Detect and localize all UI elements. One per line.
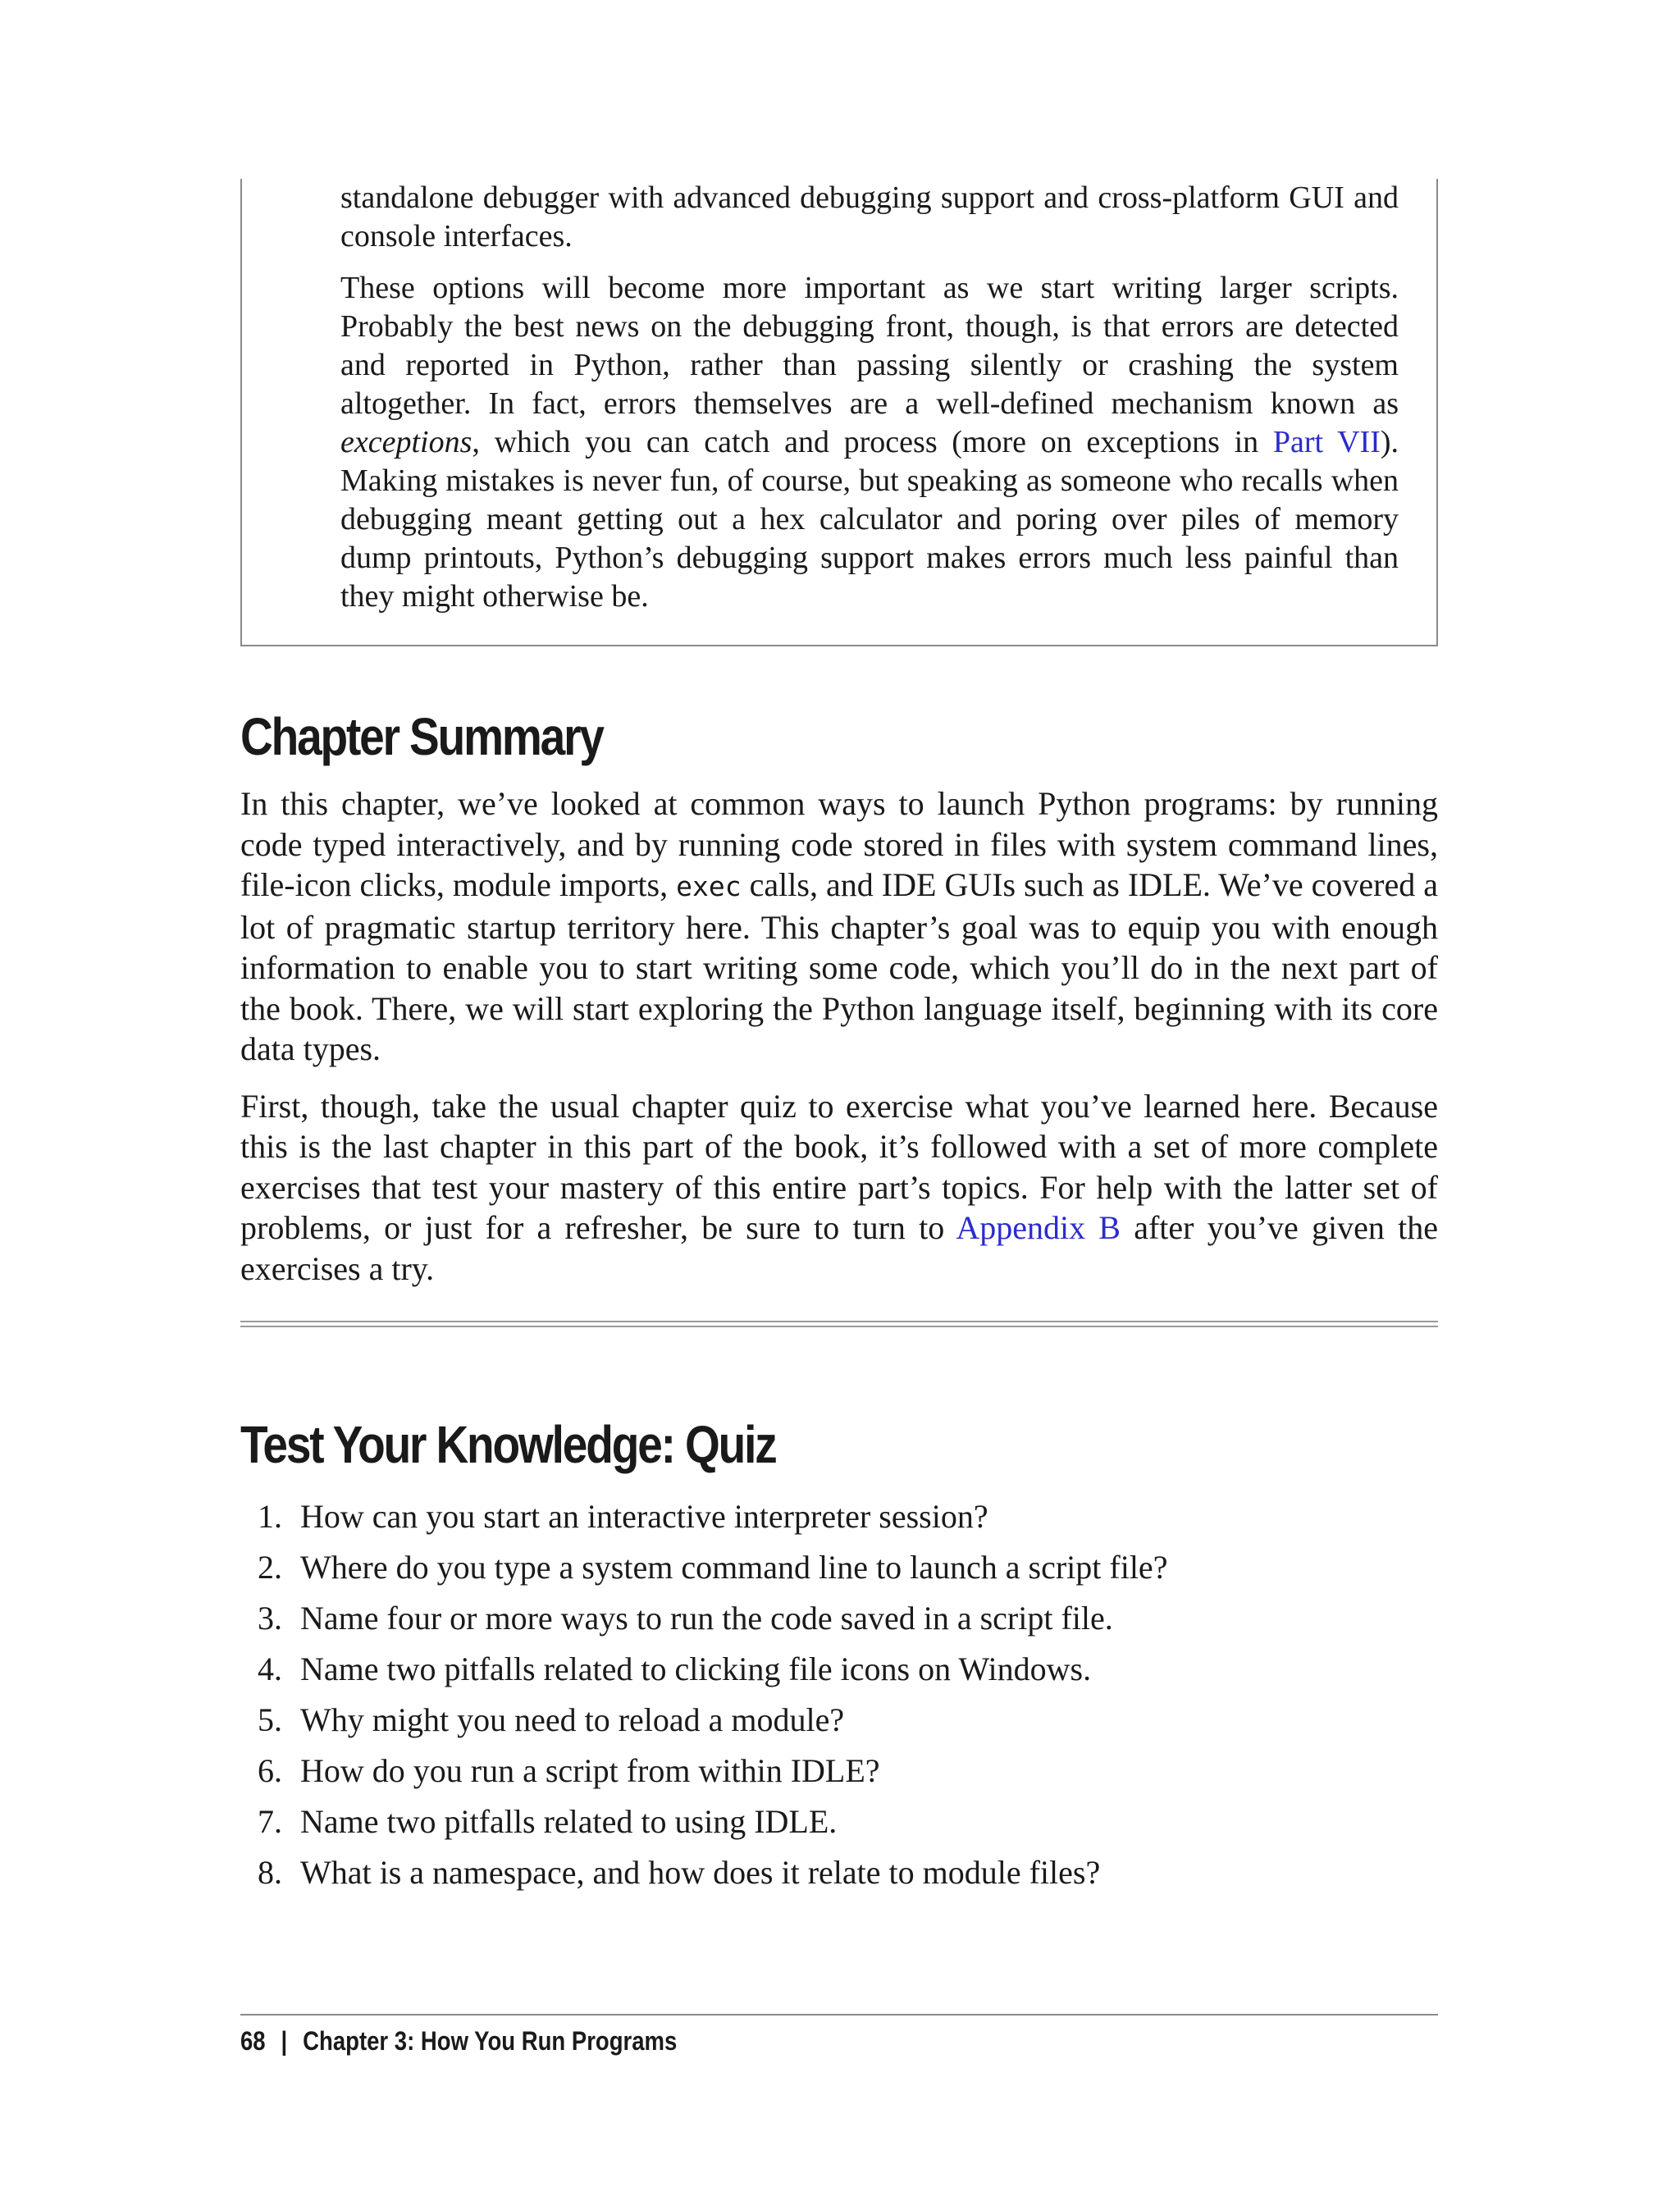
quiz-item-text: Why might you need to reload a module?	[300, 1701, 845, 1738]
sidebar-text: ). Making mistakes is never fun, of course, but speaking as someone who recalls when debugging meant getting out a hex calculator and poring over piles of memory dump printouts, Python’s debugging support makes errors much less painful than they might otherwise be.	[340, 425, 1399, 614]
quiz-item	[246, 1593, 1427, 1644]
sidebar-text: These options will become more important as we start writing larger scripts. Probably the best news on the debugging front, though, is that errors are detected and reported in Python, rather than passing silently or crashing the system altogether. In fact, errors themselves are a well-defined mechanism known as	[340, 271, 1399, 421]
quiz-item-number: 5.	[258, 1701, 282, 1738]
quiz-item	[246, 1695, 1427, 1746]
quiz-item-text: Where do you type a system command line to launch a script file?	[300, 1549, 1168, 1586]
link-part-vii[interactable]: Part VII	[1272, 425, 1381, 459]
quiz-item	[246, 1644, 1427, 1695]
summary-text: after you’ve given the exercises a try.	[240, 1209, 1438, 1287]
summary-text: In this chapter, we’ve looked at common ways to launch Python programs: by running code typed interactively, and by running code stored in files with system command lines, file-icon clicks, module imports,	[240, 785, 1438, 903]
quiz-item-text: Name two pitfalls related to clicking file icons on Windows.	[300, 1650, 1092, 1687]
quiz-item-number: 4.	[258, 1650, 282, 1687]
section-divider	[240, 1321, 1438, 1327]
quiz-item	[246, 1796, 1427, 1847]
footer-separator: |	[281, 2026, 288, 2056]
sidebar-box	[240, 179, 1438, 646]
quiz-item-number: 6.	[258, 1752, 282, 1789]
code-exec: exec	[676, 870, 742, 902]
quiz-item	[246, 1542, 1427, 1593]
footer-rule	[240, 2014, 1438, 2016]
chapter-summary-heading: Chapter Summary	[240, 707, 603, 766]
quiz-item-number: 2.	[258, 1549, 282, 1586]
summary-paragraph	[240, 1086, 1438, 1290]
sidebar-text: , which you can catch and process (more on exceptions in	[472, 425, 1273, 459]
quiz-item-number: 8.	[258, 1854, 282, 1891]
page-footer	[240, 2026, 677, 2057]
footer-chapter-title: Chapter 3: How You Run Programs	[303, 2026, 678, 2056]
sidebar-content	[340, 179, 1399, 629]
summary-text: First, though, take the usual chapter quiz to exercise what you’ve learned here. Because this is the last chapter in this part of the book, it’s followed with a set of more complete exercises that test your mastery of this entire part’s topics. For help with the latter set of problems, or just for a refresher, be sure to turn to	[240, 1087, 1438, 1246]
summary-paragraph	[240, 783, 1438, 1070]
page-number: 68	[240, 2026, 266, 2056]
quiz-item-text: Name two pitfalls related to using IDLE.	[300, 1803, 838, 1840]
link-appendix-b[interactable]: Appendix B	[956, 1209, 1121, 1246]
summary-text: calls, and IDE GUIs such as IDLE. We’ve covered a lot of pragmatic startup territory here. This chapter’s goal was to equip you with enough information to enable you to start writing some code, which you’ll do in the next part of the book. There, we will start exploring the Python language itself, beginning with its core data types.	[240, 866, 1439, 1067]
quiz-item-number: 7.	[258, 1803, 282, 1840]
quiz-item-text: How can you start an interactive interpreter session?	[300, 1498, 988, 1535]
emphasis-exceptions: exceptions	[340, 425, 472, 459]
chapter-summary-body	[240, 783, 1438, 1305]
quiz-heading: Test Your Knowledge: Quiz	[240, 1415, 776, 1474]
quiz-item-number: 1.	[258, 1498, 282, 1535]
quiz-list	[246, 1491, 1427, 1898]
quiz-item	[246, 1491, 1427, 1542]
quiz-item-text: How do you run a script from within IDLE?	[300, 1752, 880, 1789]
quiz-item-text: What is a namespace, and how does it relate to module files?	[300, 1854, 1101, 1891]
quiz-item-text: Name four or more ways to run the code saved in a script file.	[300, 1600, 1113, 1637]
quiz-item	[246, 1847, 1427, 1898]
sidebar-paragraph	[340, 269, 1399, 616]
quiz-item	[246, 1746, 1427, 1796]
sidebar-paragraph: standalone debugger with advanced debugging support and cross-platform GUI and console interfaces.	[340, 180, 1399, 253]
quiz-item-number: 3.	[258, 1600, 282, 1637]
